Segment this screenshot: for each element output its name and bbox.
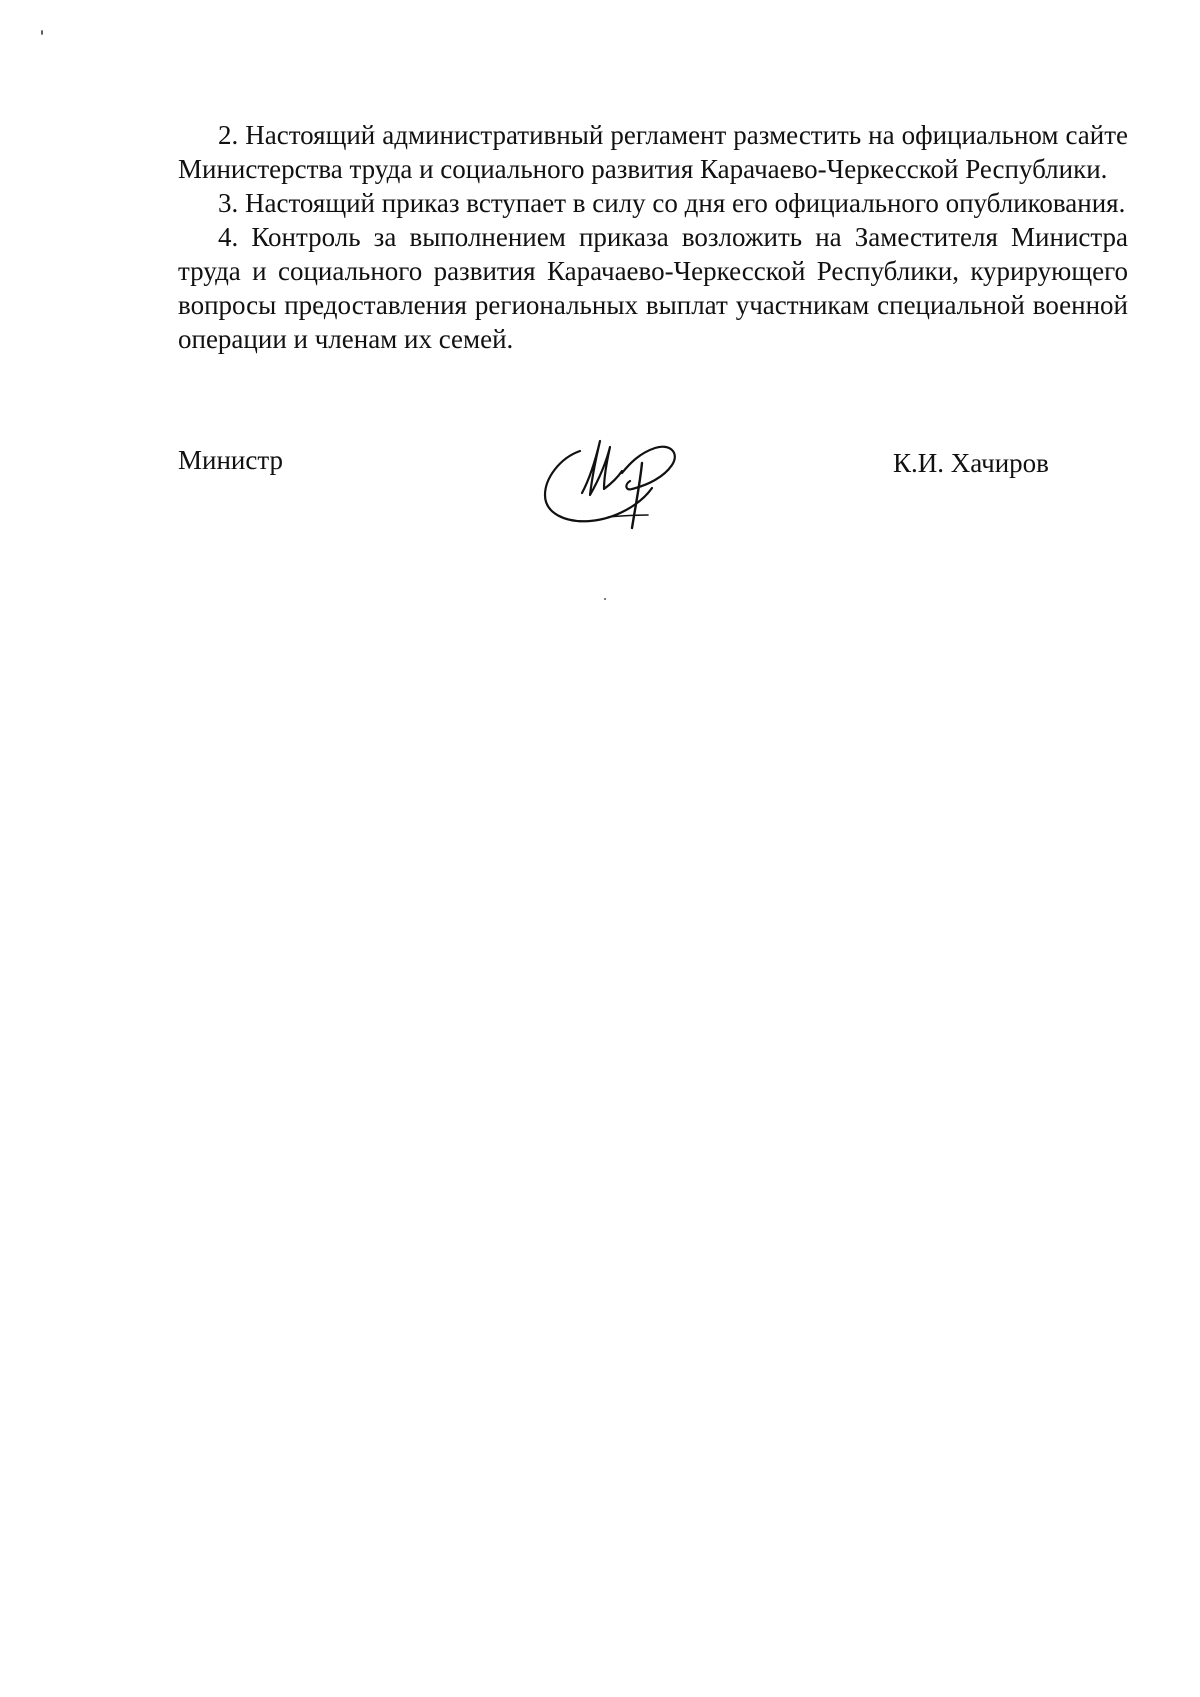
paragraph-3: 3. Настоящий приказ вступает в силу со дня его официального опубликования.: [218, 188, 1126, 218]
scan-speck: [604, 598, 606, 600]
document-body: [178, 118, 1128, 356]
paragraph-2: 2. Настоящий административный регламент разместить на официальном сайте Министерства труда и социального развития Карачаево-Черкесской Республики.: [178, 120, 1128, 184]
signatory-name: К.И. Хачиров: [893, 448, 1049, 478]
handwritten-signature: [540, 433, 690, 533]
scan-speck: [41, 30, 43, 35]
signatory-title: Министр: [178, 445, 283, 475]
paragraph-4: 4. Контроль за выполнением приказа возложить на Заместителя Министра труда и социального развития Карачаево-Черкесской Республики, курирующего вопросы предоставления региональных выплат участникам специальной военной операции и членам их семей.: [178, 222, 1128, 354]
